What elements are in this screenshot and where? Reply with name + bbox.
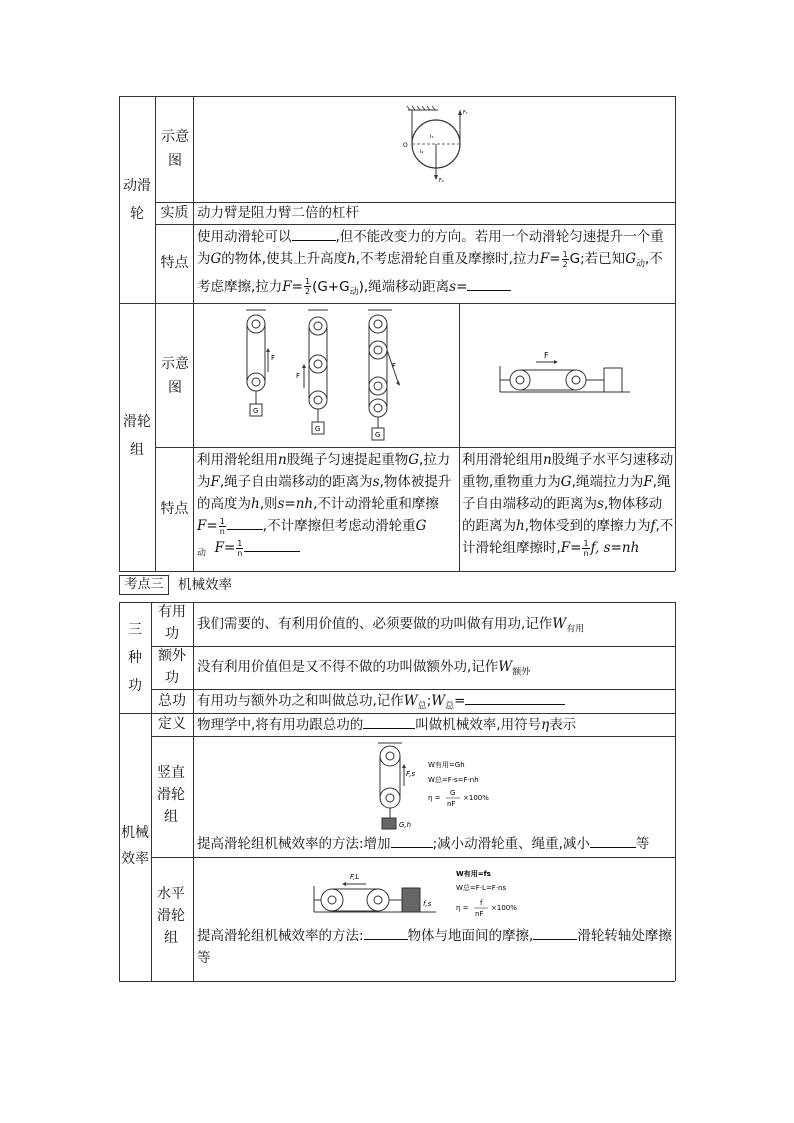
f2-label: F₂ [439,178,444,184]
three-work-label: 三种功 [128,622,142,694]
w-useful-formula: W有用=Gh [428,761,465,769]
section-tag: 考点三 [119,575,169,595]
f1-label: F₁ [463,110,468,116]
pulley-block-label: 滑轮组 [123,414,151,458]
horizontal-block-label: 水平滑轮组 [157,886,185,946]
vertical-block-label: 竖直滑轮组 [157,765,185,825]
pulley-block-feature-label: 特点 [160,501,189,517]
total-work-text: 有用功与额外功之和叫做总功,记作$W_总;W_总=$ [197,690,673,718]
setup2-g-label: G [315,425,321,433]
eta-percent: ×100% [463,794,489,802]
horizontal-pulley-block-figure [490,346,640,406]
definition-text: 物理学中,将有用功跟总功的 叫做机械效率,用符号η表示 [197,714,673,736]
horizontal-improve-text: 提高滑轮组机械效率的方法: 物体与地面间的摩擦, 滑轮转轴处摩擦等 [197,925,673,969]
setup3-g-label: G [375,431,381,439]
eta-percent-horiz: ×100% [491,904,517,912]
fs-label: F,s [406,770,415,778]
extra-work-text: 没有利用价值但是又不得不做的功叫做额外功,记作$W_{额外}$ [197,659,531,678]
l2-label: l₂ [420,149,424,155]
definition-label: 定义 [158,716,186,732]
vertical-efficiency-figure [362,740,512,832]
movable-feature-label: 特点 [160,255,189,271]
gh-label: G,h [399,821,412,829]
section-title: 机械效率 [178,577,232,593]
w-total-formula: W总=F·s=F·nh [428,776,479,784]
vertical-block-feature-text: 利用滑轮组用n股绳子匀速提起重物G,拉力为F,绳子自由端移动的距离为s,物体被提升的高度为h,则s=nh,不计动滑轮重和摩擦F= $\frac{1}{n}$ ,不计摩擦但考虑动滑轮重$G_动$ F= $\frac{1}{n}$ [197,452,452,559]
extra-work-label: 额外功 [158,648,186,686]
essence-text: 动力臂是阻力臂二倍的杠杆 [197,205,359,221]
setup1-g-label: G [253,407,259,415]
vertical-improve-text: 提高滑轮组机械效率的方法:增加 ;减小动滑轮重、绳重,减小 等 [197,833,673,855]
eta-denominator-horiz: nF [475,910,484,918]
l1-label: l₁ [430,134,434,140]
eta-denominator: nF [447,800,456,808]
eta-symbol: η = [428,794,441,802]
movable-feature-text: 使用动滑轮可以 ,但不能改变力的方向。若用一个动滑轮匀速提升一个重为G的物体,使其上升高度h,不考虑滑轮自重及摩擦时,拉力F= $\frac{1}{2}$ G;若已知$G_动$,不考虑摩擦,拉力F= $\frac{1}{2}$ $(G+G_动)$,绳端移动距离s= [197,226,672,303]
horizontal-efficiency-figure [306,862,536,922]
useful-work-text: 我们需要的、有利用价值的、必须要做的功叫做有用功,记作$W_{有用}$ [197,616,585,635]
setup2-f-label: F [296,372,301,380]
pivot-o-label: O [403,142,408,149]
fl-label: F,L [350,873,360,881]
fs-friction-label: f,s [423,900,432,908]
eta-numerator: G [450,789,456,797]
horizontal-block-feature-text: 利用滑轮组用n股绳子水平匀速移动重物,重物重力为G,绳端拉力为F,绳子自由端移动的距离为s,物体移动的距离为h,物体受到的摩擦力为f,不计滑轮组摩擦时,F= $\frac{1}{n}$ f, s=nh [462,452,674,558]
horiz-f-label: F [544,351,549,360]
movable-pulley-diagram-label: 示意图 [161,129,189,169]
w-useful-formula-horiz: W有用=fs [456,870,491,878]
total-work-label: 总功 [158,693,186,709]
setup3-f-label: F [392,362,397,370]
eta-numerator-horiz: f [480,899,483,907]
movable-pulley-lever-figure [400,104,490,196]
efficiency-label: 机械效率 [121,825,149,867]
w-total-formula-horiz: W总=F·L=F·ns [456,884,507,892]
vertical-pulley-block-figure [232,306,402,446]
movable-pulley-label: 动滑轮 [123,178,151,222]
pulley-block-diagram-label: 示意图 [161,356,189,396]
setup1-f-label: F [271,354,276,362]
useful-work-label: 有用功 [158,604,186,642]
eta-symbol-horiz: η = [456,904,469,912]
essence-label: 实质 [160,205,189,221]
